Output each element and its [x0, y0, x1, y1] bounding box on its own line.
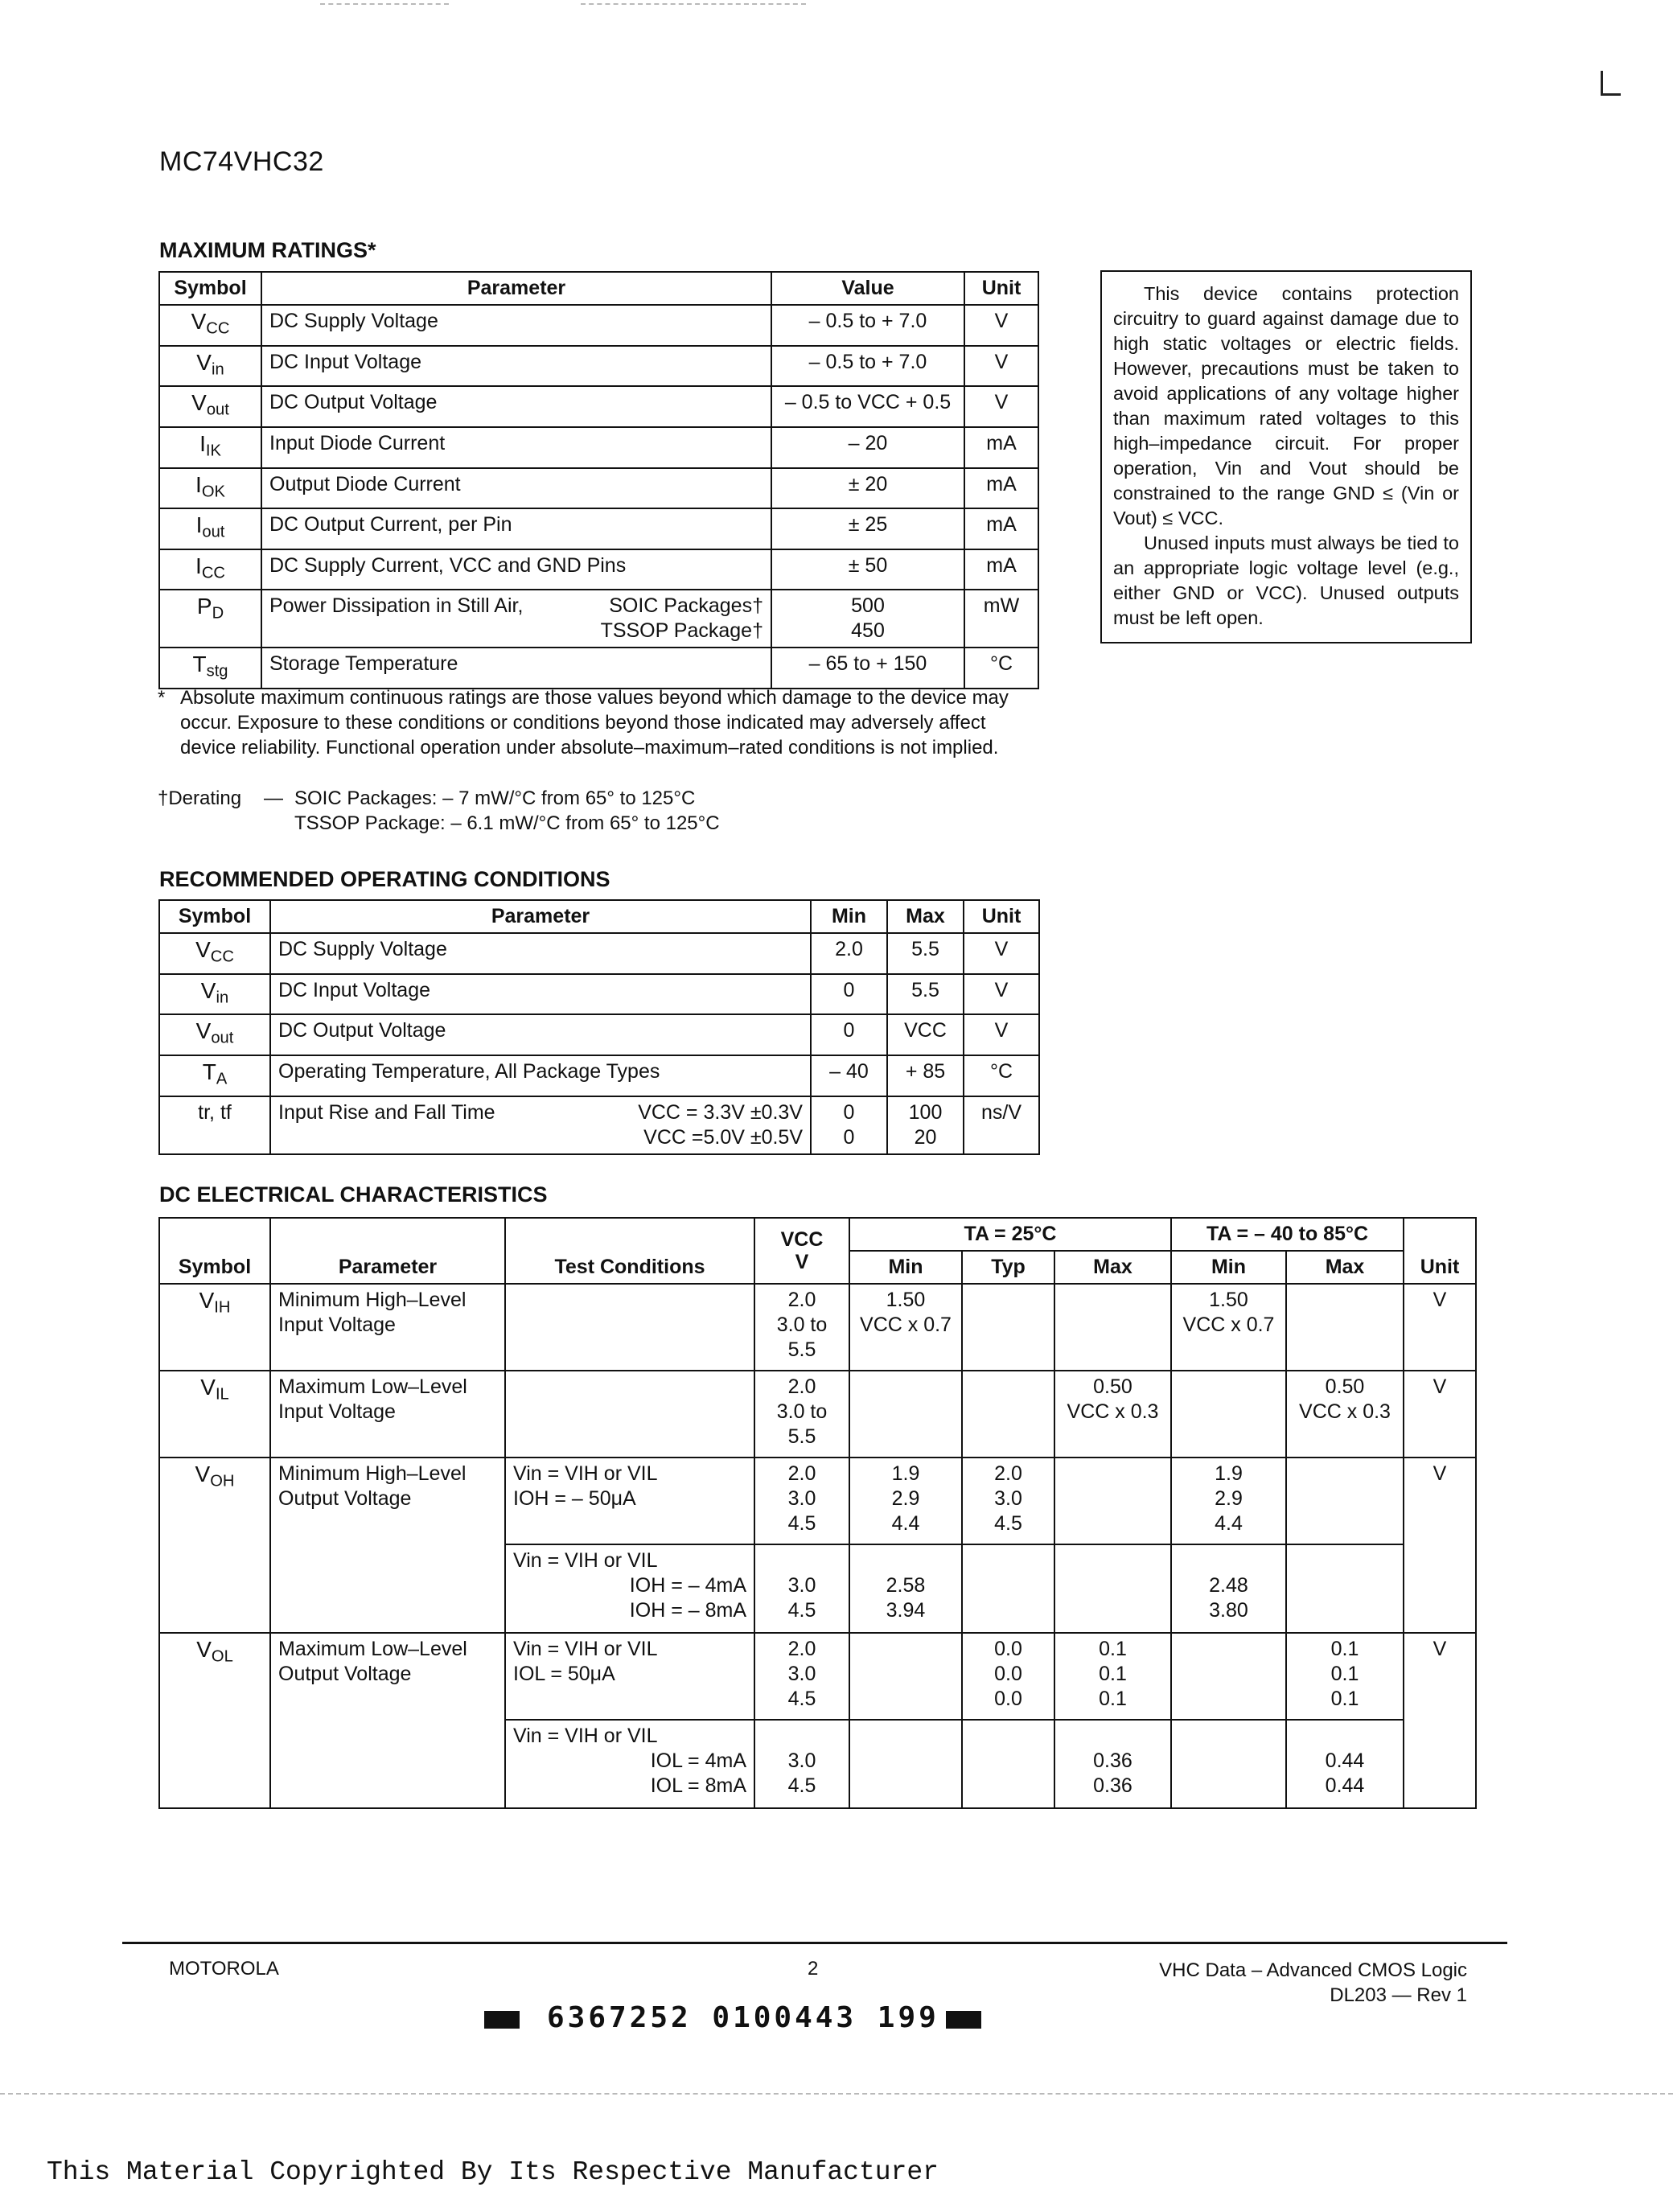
table-row	[159, 386, 1038, 427]
scan-artifact	[0, 2093, 1673, 2095]
footnote-derating-soic: SOIC Packages: – 7 mW/°C from 65° to 125°C	[294, 787, 696, 809]
unit-cell: mA	[964, 508, 1038, 549]
vcc-cell: 2.0 3.0 to 5.5	[754, 1371, 849, 1458]
min-cell: 0	[811, 1014, 887, 1055]
parameter-cell: Maximum Low–Level Input Voltage	[270, 1371, 505, 1458]
value-cell: ± 25	[771, 508, 964, 549]
unit-cell: °C	[964, 1055, 1039, 1096]
min-cell: – 40	[811, 1055, 887, 1096]
esd-notice-box	[1100, 270, 1472, 643]
symbol-cell: $V_{OH}$	[159, 1458, 270, 1633]
parameter-cell: Minimum High–Level Output Voltage	[270, 1458, 505, 1633]
footer-rule	[122, 1942, 1507, 1944]
typ-cell	[962, 1371, 1054, 1458]
col-header: Unit	[964, 900, 1039, 933]
symbol-cell: $V_{CC}$	[159, 305, 261, 346]
min-cell: 1.9 2.9 4.4	[1171, 1458, 1286, 1544]
barcode-bar-right	[946, 2011, 981, 2029]
rec-op-table	[158, 899, 1040, 1155]
col-header: Parameter	[261, 272, 771, 305]
symbol-cell: $V_{out}$	[159, 1014, 270, 1055]
min-cell: 1.50 VCC x 0.7	[1171, 1284, 1286, 1371]
col-header: Max	[1286, 1251, 1404, 1284]
unit-cell: °C	[964, 648, 1038, 689]
symbol-cell: $I_{CC}$	[159, 549, 261, 590]
vcc-cell: 2.0 3.0 4.5	[754, 1458, 849, 1544]
parameter-cell: Storage Temperature	[261, 648, 771, 689]
col-header: Test Conditions	[505, 1218, 754, 1284]
parameter-cell: Power Dissipation in Still Air, SOIC Packages† TSSOP Package†	[261, 590, 771, 648]
table-header-row	[159, 1218, 1476, 1251]
symbol-cell: $I_{out}$	[159, 508, 261, 549]
min-cell	[1171, 1633, 1286, 1720]
max-cell: 5.5	[887, 933, 964, 974]
value-cell: 500 450	[771, 590, 964, 648]
vcc-cell: 2.0 3.0 4.5	[754, 1633, 849, 1720]
typ-cell: 0.0 0.0 0.0	[962, 1633, 1054, 1720]
symbol-cell: $V_{OL}$	[159, 1633, 270, 1808]
col-header: Symbol	[159, 1218, 270, 1284]
col-header: Max	[1054, 1251, 1171, 1284]
page-title: MC74VHC32	[159, 146, 324, 177]
max-cell	[1286, 1284, 1404, 1371]
unit-cell: V	[964, 974, 1039, 1015]
max-ratings-table	[158, 271, 1039, 689]
min-cell: 2.58 3.94	[849, 1544, 962, 1633]
table-row	[159, 468, 1038, 509]
footer-brand: MOTOROLA	[169, 1958, 279, 1980]
table-row	[159, 590, 1038, 648]
unit-cell: V	[1404, 1284, 1476, 1371]
max-cell: 0.36 0.36	[1054, 1720, 1171, 1808]
value-cell: – 0.5 to VCC + 0.5	[771, 386, 964, 427]
typ-cell	[962, 1544, 1054, 1633]
unit-cell: V	[964, 386, 1038, 427]
parameter-cell: DC Output Current, per Pin	[261, 508, 771, 549]
vcc-cell: 2.0 3.0 to 5.5	[754, 1284, 849, 1371]
vcc-cell: 3.0 4.5	[754, 1544, 849, 1633]
symbol-cell: $I_{IK}$	[159, 427, 261, 468]
parameter-cell: Output Diode Current	[261, 468, 771, 509]
typ-cell: 2.0 3.0 4.5	[962, 1458, 1054, 1544]
col-header: TA = – 40 to 85°C	[1171, 1218, 1404, 1251]
unit-cell: V	[964, 933, 1039, 974]
max-ratings-title: MAXIMUM RATINGS*	[159, 238, 376, 262]
symbol-cell: $T_A$	[159, 1055, 270, 1096]
col-header: Min	[849, 1251, 962, 1284]
col-header: Parameter	[270, 900, 811, 933]
corner-mark	[1601, 71, 1621, 96]
unit-cell: V	[1404, 1371, 1476, 1458]
footnote-derating-dash: —	[264, 787, 283, 809]
typ-cell	[962, 1284, 1054, 1371]
max-cell	[1054, 1544, 1171, 1633]
symbol-cell: $V_{in}$	[159, 346, 261, 387]
dc-title: DC ELECTRICAL CHARACTERISTICS	[159, 1182, 548, 1207]
unit-cell: mW	[964, 590, 1038, 648]
min-cell	[849, 1720, 962, 1808]
table-row	[159, 648, 1038, 689]
symbol-cell: $V_{IH}$	[159, 1284, 270, 1371]
barcode-number: 6367252 0100443 199	[547, 2001, 939, 2034]
parameter-cell: Input Diode Current	[261, 427, 771, 468]
parameter-cell: Minimum High–Level Input Voltage	[270, 1284, 505, 1371]
min-cell	[1171, 1371, 1286, 1458]
col-header: Parameter	[270, 1218, 505, 1284]
unit-cell: V	[964, 346, 1038, 387]
col-header: Unit	[964, 272, 1038, 305]
copyright-notice: This Material Copyrighted By Its Respective Manufacturer	[47, 2157, 939, 2187]
notice-paragraph: Unused inputs must always be tied to an appropriate logic voltage level (e.g., either GND or VCC). Unused outputs must be left open.	[1113, 532, 1459, 628]
parameter-cell: DC Supply Voltage	[270, 933, 811, 974]
min-cell: 1.9 2.9 4.4	[849, 1458, 962, 1544]
dc-table	[158, 1217, 1477, 1809]
table-row	[159, 549, 1038, 590]
value-cell: ± 20	[771, 468, 964, 509]
table-row	[159, 1371, 1476, 1458]
max-cell	[1054, 1458, 1171, 1544]
col-header: Typ	[962, 1251, 1054, 1284]
col-header: Max	[887, 900, 964, 933]
notice-paragraph: This device contains protection circuitry to guard against damage due to high static voltages or electric fields. However, precautions must be taken to avoid applications of any voltage higher than maximum rated voltages to this high–impedance circuit. For proper operation, Vin and Vout should be constrained to the range GND ≤ (Vin or Vout) ≤ VCC.	[1113, 283, 1459, 528]
symbol-cell: $I_{OK}$	[159, 468, 261, 509]
parameter-cell: Operating Temperature, All Package Types	[270, 1055, 811, 1096]
unit-cell: mA	[964, 549, 1038, 590]
table-row	[159, 427, 1038, 468]
unit-cell: V	[1404, 1633, 1476, 1808]
test-cell: Vin = VIH or VIL IOH = – 4mA IOH = – 8mA	[505, 1544, 754, 1633]
footer-doc-info: VHC Data – Advanced CMOS Logic DL203 — Rev 1	[1159, 1959, 1467, 2006]
parameter-cell: DC Supply Current, VCC and GND Pins	[261, 549, 771, 590]
table-row	[159, 1014, 1039, 1055]
scan-artifact	[320, 3, 449, 5]
table-row	[159, 346, 1038, 387]
unit-cell: mA	[964, 468, 1038, 509]
parameter-cell: DC Output Voltage	[270, 1014, 811, 1055]
max-cell: 0.1 0.1 0.1	[1054, 1633, 1171, 1720]
typ-cell	[962, 1720, 1054, 1808]
min-cell: 1.50 VCC x 0.7	[849, 1284, 962, 1371]
max-cell: VCC	[887, 1014, 964, 1055]
value-cell: ± 50	[771, 549, 964, 590]
barcode-bar-left	[484, 2011, 520, 2029]
parameter-cell: Maximum Low–Level Output Voltage	[270, 1633, 505, 1808]
parameter-cell: DC Input Voltage	[270, 974, 811, 1015]
symbol-cell: $V_{in}$	[159, 974, 270, 1015]
footnote-derating-tssop: TSSOP Package: – 6.1 mW/°C from 65° to 125°C	[294, 812, 720, 834]
test-cell: Vin = VIH or VIL IOL = 50μA	[505, 1633, 754, 1720]
max-cell: 0.50 VCC x 0.3	[1054, 1371, 1171, 1458]
rec-op-title: RECOMMENDED OPERATING CONDITIONS	[159, 867, 610, 891]
parameter-cell: DC Output Voltage	[261, 386, 771, 427]
symbol-cell: tr, tf	[159, 1096, 270, 1154]
test-cell: Vin = VIH or VIL IOH = – 50μA	[505, 1458, 754, 1544]
col-header: VCC V	[754, 1218, 849, 1284]
table-row	[159, 1096, 1039, 1154]
max-cell	[1286, 1458, 1404, 1544]
table-row	[159, 1055, 1039, 1096]
parameter-cell: DC Input Voltage	[261, 346, 771, 387]
vcc-cell: 3.0 4.5	[754, 1720, 849, 1808]
unit-cell: V	[964, 305, 1038, 346]
symbol-cell: $V_{out}$	[159, 386, 261, 427]
symbol-cell: $P_D$	[159, 590, 261, 648]
min-cell	[1171, 1720, 1286, 1808]
table-row	[159, 933, 1039, 974]
table-row	[159, 974, 1039, 1015]
symbol-cell: $V_{CC}$	[159, 933, 270, 974]
max-cell	[1054, 1284, 1171, 1371]
max-cell: 5.5	[887, 974, 964, 1015]
unit-cell: V	[964, 1014, 1039, 1055]
scan-artifact	[581, 3, 806, 5]
col-header: Value	[771, 272, 964, 305]
min-cell: 0 0	[811, 1096, 887, 1154]
value-cell: – 20	[771, 427, 964, 468]
footnote-derating: †Derating	[158, 787, 242, 809]
value-cell: – 65 to + 150	[771, 648, 964, 689]
table-row	[159, 1284, 1476, 1371]
max-cell: 100 20	[887, 1096, 964, 1154]
min-cell	[849, 1633, 962, 1720]
test-cell	[505, 1371, 754, 1458]
page-number: 2	[808, 1958, 819, 1980]
unit-cell: mA	[964, 427, 1038, 468]
test-cell: Vin = VIH or VIL IOL = 4mA IOL = 8mA	[505, 1720, 754, 1808]
min-cell: 2.48 3.80	[1171, 1544, 1286, 1633]
max-cell: 0.44 0.44	[1286, 1720, 1404, 1808]
table-row	[159, 1458, 1476, 1544]
test-cell	[505, 1284, 754, 1371]
table-header-row	[159, 900, 1039, 933]
col-header: Unit	[1404, 1218, 1476, 1284]
col-header: Min	[811, 900, 887, 933]
max-cell: + 85	[887, 1055, 964, 1096]
unit-cell: ns/V	[964, 1096, 1039, 1154]
table-row	[159, 1633, 1476, 1720]
parameter-cell: Input Rise and Fall Time VCC = 3.3V ±0.3V VCC =5.0V ±0.5V	[270, 1096, 811, 1154]
parameter-cell: DC Supply Voltage	[261, 305, 771, 346]
min-cell: 2.0	[811, 933, 887, 974]
col-header: Symbol	[159, 272, 261, 305]
unit-cell: V	[1404, 1458, 1476, 1633]
table-header-row	[159, 272, 1038, 305]
min-cell: 0	[811, 974, 887, 1015]
symbol-cell: $V_{IL}$	[159, 1371, 270, 1458]
col-header: TA = 25°C	[849, 1218, 1171, 1251]
value-cell: – 0.5 to + 7.0	[771, 346, 964, 387]
max-cell	[1286, 1544, 1404, 1633]
max-cell: 0.50 VCC x 0.3	[1286, 1371, 1404, 1458]
value-cell: – 0.5 to + 7.0	[771, 305, 964, 346]
table-row	[159, 305, 1038, 346]
min-cell	[849, 1371, 962, 1458]
table-row	[159, 508, 1038, 549]
symbol-cell: $T_{stg}$	[159, 648, 261, 689]
col-header: Symbol	[159, 900, 270, 933]
col-header: Min	[1171, 1251, 1286, 1284]
max-cell: 0.1 0.1 0.1	[1286, 1633, 1404, 1720]
footnote-absolute-max: * Absolute maximum continuous ratings are those values beyond which damage to the device may occur. Exposure to these conditions or conditions beyond those indicated may adversely affect device reliability. Functional operation under absolute–maximum–rated conditions is not implied.	[158, 687, 1009, 759]
